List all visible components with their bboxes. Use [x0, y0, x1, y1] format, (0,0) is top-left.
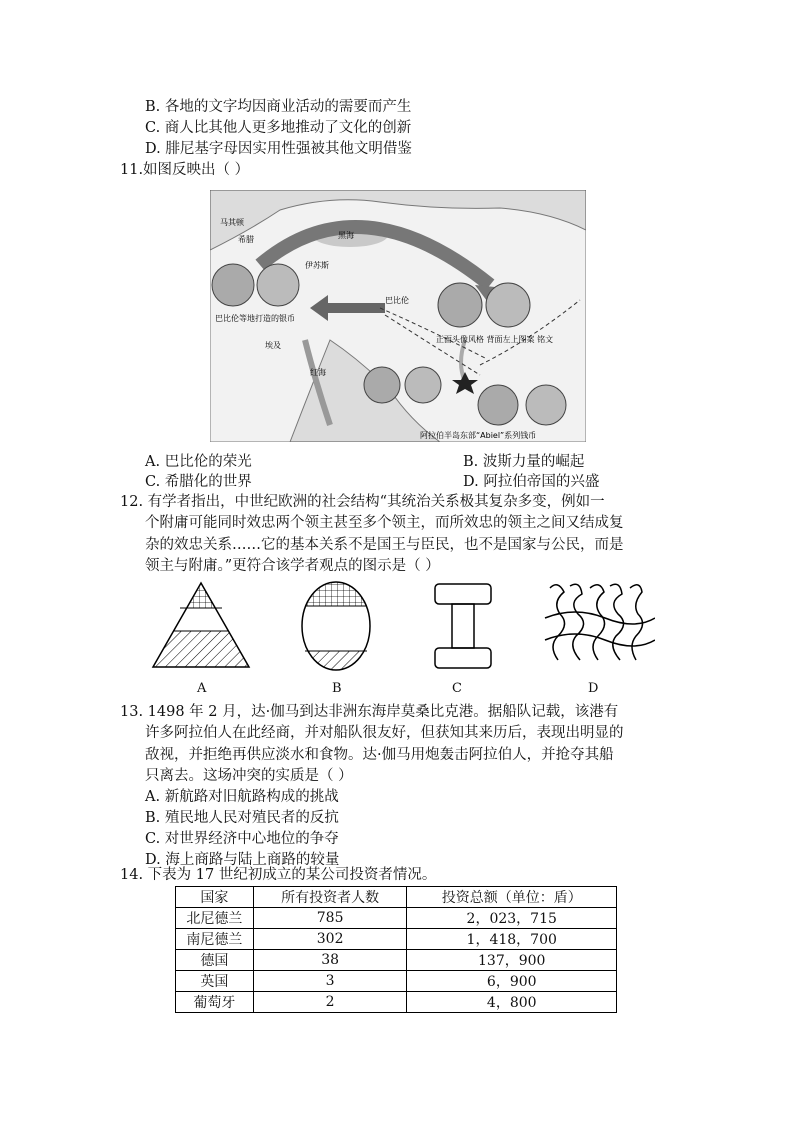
table-cell: 38 — [253, 950, 407, 971]
table-cell: 德国 — [176, 950, 254, 971]
table-row — [176, 992, 617, 1013]
table-cell: 137，900 — [407, 950, 617, 971]
q13-option-c: C. 对世界经济中心地位的争夺 — [145, 831, 339, 847]
map-label-place2: 希腊 — [238, 235, 254, 244]
table-cell: 英国 — [176, 971, 254, 992]
q11-option-b: B. 波斯力量的崛起 — [463, 454, 585, 470]
table-cell: 4，800 — [407, 992, 617, 1013]
map-label-place7: 红海 — [310, 368, 326, 377]
map-label-place6: 埃及 — [265, 341, 281, 350]
table-cell: 302 — [253, 929, 407, 950]
table-cell: 6，900 — [407, 971, 617, 992]
table-cell: 785 — [253, 908, 407, 929]
figure-label-d: D — [588, 681, 599, 696]
table-cell: 葡萄牙 — [176, 992, 254, 1013]
map-label-place4: 伊苏斯 — [305, 261, 329, 270]
table-row — [176, 929, 617, 950]
prev-option-c: C. 商人比其他人更多地推动了文化的创新 — [145, 120, 412, 136]
q12-line4: 领主与附庸。”更符合该学者观点的图示是（ ） — [145, 558, 440, 574]
table-header-row — [176, 887, 617, 908]
map-label-coins-right: 正面头像风格 背面左上图案 铭文 — [436, 335, 554, 344]
table-header: 国家 — [176, 887, 254, 908]
q12-line1: 12. 有学者指出，中世纪欧洲的社会结构“其统治关系极其复杂多变，例如一 — [120, 494, 605, 510]
map-label-coins-left: 巴比伦等地打造的银币 — [215, 314, 295, 323]
q13-option-d: D. 海上商路与陆上商路的较量 — [145, 852, 340, 868]
table-cell: 3 — [253, 971, 407, 992]
q13-option-a: A. 新航路对旧航路构成的挑战 — [145, 789, 339, 805]
table-cell: 南尼德兰 — [176, 929, 254, 950]
table-row — [176, 971, 617, 992]
q11-stem: 11.如图反映出（ ） — [120, 162, 250, 178]
q13-line1: 13. 1498 年 2 月，达·伽马到达非洲东海岸莫桑比克港。据船队记载，该港有 — [120, 704, 619, 720]
q11-map-figure — [210, 190, 586, 442]
q12-line2: 个附庸可能同时效忠两个领主甚至多个领主，而所效忠的领主之间又结成复 — [145, 515, 624, 531]
map-label-place3: 黑海 — [338, 231, 354, 240]
map-label-place1: 马其顿 — [220, 218, 244, 227]
table-cell: 2 — [253, 992, 407, 1013]
figure-c-dumbbell — [435, 584, 491, 668]
map-label-place5: 巴比伦 — [385, 296, 409, 305]
prev-option-b: B. 各地的文字均因商业活动的需要而产生 — [145, 99, 412, 115]
q13-line3: 敌视，并拒绝再供应淡水和食物。达·伽马用炮轰击阿拉伯人，并抢夺其船 — [145, 747, 614, 763]
prev-option-d: D. 腓尼基字母因实用性强被其他文明借鉴 — [145, 141, 412, 157]
table-cell: 2，023，715 — [407, 908, 617, 929]
table-cell: 北尼德兰 — [176, 908, 254, 929]
figure-b-ellipse — [295, 578, 385, 678]
figure-label-b: B — [332, 681, 342, 696]
investor-table — [175, 886, 617, 1013]
map-label-coins-bottom: 阿拉伯半岛东部“Abiel”系列钱币 — [420, 431, 537, 440]
q14-stem: 14. 下表为 17 世纪初成立的某公司投资者情况。 — [120, 867, 437, 883]
table-header: 投资总额（单位：盾） — [407, 887, 617, 908]
figure-a-pyramid — [145, 578, 265, 671]
q11-option-d: D. 阿拉伯帝国的兴盛 — [463, 474, 600, 490]
q11-option-a: A. 巴比伦的荣光 — [145, 454, 252, 470]
figure-label-a: A — [197, 681, 207, 696]
q13-line4: 只离去。这场冲突的实质是（ ） — [145, 768, 353, 784]
table-header: 所有投资者人数 — [253, 887, 407, 908]
figure-label-c: C — [452, 681, 462, 696]
table-row — [176, 950, 617, 971]
q11-option-c: C. 希腊化的世界 — [145, 474, 252, 490]
table-row — [176, 908, 617, 929]
figure-d-chains — [545, 584, 655, 660]
q12-line3: 杂的效忠关系……它的基本关系不是国王与臣民，也不是国家与公民，而是 — [145, 537, 624, 553]
table-cell: 1，418，700 — [407, 929, 617, 950]
q13-option-b: B. 殖民地人民对殖民者的反抗 — [145, 810, 339, 826]
q12-figures — [145, 578, 655, 678]
q13-line2: 许多阿拉伯人在此经商，并对船队很友好，但获知其来历后，表现出明显的 — [145, 725, 624, 741]
